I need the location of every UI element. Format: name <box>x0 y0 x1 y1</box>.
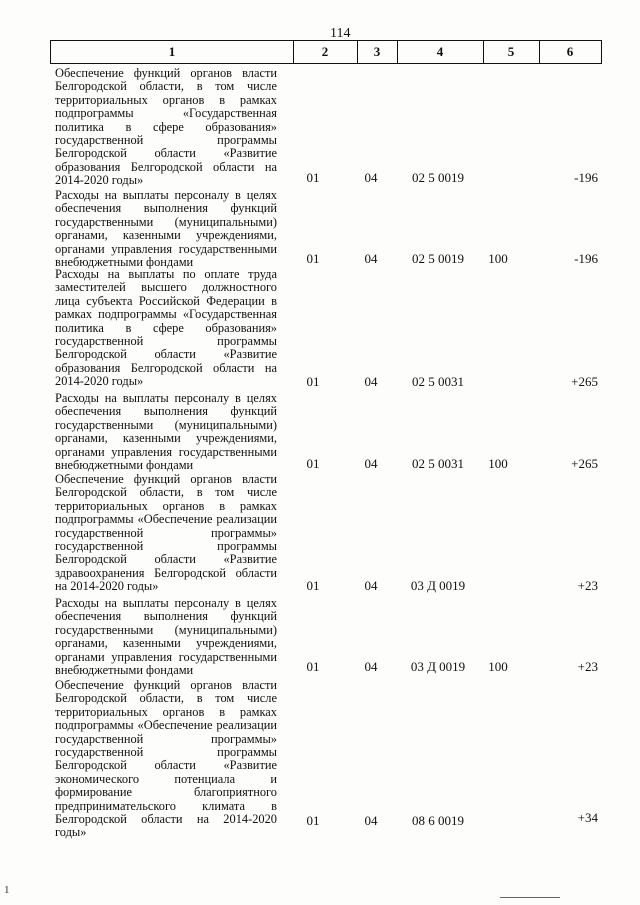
row-subsection: 04 <box>364 251 378 266</box>
row-description: Расходы на выплаты персоналу в целях обеспечения выполнения функций государственными (муниципальными) органами, казенными учреждениями, органами управления государственными внебюджетными фондами <box>55 391 277 473</box>
row-amount: +34 <box>577 810 598 825</box>
table-row <box>0 392 640 474</box>
table-row <box>0 67 640 189</box>
row-subsection: 04 <box>364 170 378 185</box>
row-target-article: 02 5 0019 <box>412 251 464 266</box>
header-col-2: 2 <box>321 44 329 59</box>
table-row <box>0 597 640 679</box>
row-target-article: 02 5 0031 <box>412 374 464 389</box>
row-subsection: 04 <box>364 659 378 674</box>
row-section: 01 <box>306 251 320 266</box>
row-section: 01 <box>306 170 320 185</box>
table-row <box>0 189 640 271</box>
row-target-article: 02 5 0019 <box>412 170 464 185</box>
header-col-6: 6 <box>566 44 574 59</box>
row-target-article: 03 Д 0019 <box>410 659 466 674</box>
header-col-1: 1 <box>168 44 176 59</box>
row-amount: +265 <box>571 374 598 389</box>
row-target-article: 02 5 0031 <box>412 456 464 471</box>
row-description: Обеспечение функций органов власти Белгородской области, в том числе территориальных органов в рамках подпрограммы «Государственная политика в сфере образования» государственной программы Белгородской области «Развитие образования Белгородской области на 2014-2020 годы» <box>55 66 277 188</box>
row-section: 01 <box>306 659 320 674</box>
page-number: 114 <box>330 26 351 41</box>
row-section: 01 <box>306 374 320 389</box>
row-description: Обеспечение функций органов власти Белгородской области, в том числе территориальных органов в рамках подпрограммы «Обеспечение реализации государственной программы» государственной программы Белгородской области «Развитие экономического потенциала и формирование благоприятного предпринимательского климата в Белгородской области на 2014-2020 годы» <box>55 678 277 840</box>
row-subsection: 04 <box>364 578 378 593</box>
row-description: Расходы на выплаты по оплате труда заместителей высшего должностного лица субъекта Российской Федерации в рамках подпрограммы «Государственная политика в сфере образования» государственной программы Белгородской области «Развитие образования Белгородской области на 2014-2020 годы» <box>55 267 277 389</box>
page-edge-mark: 1 <box>4 884 10 896</box>
row-section: 01 <box>306 813 320 828</box>
table-row <box>0 473 640 595</box>
row-amount: -196 <box>574 251 598 266</box>
row-description: Расходы на выплаты персоналу в целях обеспечения выполнения функций государственными (муниципальными) органами, казенными учреждениями, органами управления государственными внебюджетными фондами <box>55 188 277 270</box>
row-amount: -196 <box>574 170 598 185</box>
row-amount: +23 <box>577 578 598 593</box>
header-col-3: 3 <box>373 44 381 59</box>
row-subsection: 04 <box>364 813 378 828</box>
header-col-5: 5 <box>507 44 515 59</box>
table-row <box>0 268 640 390</box>
header-col-4: 4 <box>436 44 444 59</box>
row-target-article: 08 6 0019 <box>412 813 464 828</box>
row-section: 01 <box>306 578 320 593</box>
row-expense-type: 100 <box>488 659 508 674</box>
bottom-rule <box>500 897 560 898</box>
row-subsection: 04 <box>364 374 378 389</box>
row-target-article: 03 Д 0019 <box>410 578 466 593</box>
row-section: 01 <box>306 456 320 471</box>
row-amount: +265 <box>571 456 598 471</box>
row-amount: +23 <box>577 659 598 674</box>
row-description: Расходы на выплаты персоналу в целях обеспечения выполнения функций государственными (муниципальными) органами, казенными учреждениями, органами управления государственными внебюджетными фондами <box>55 596 277 678</box>
row-expense-type: 100 <box>488 456 508 471</box>
row-subsection: 04 <box>364 456 378 471</box>
table-header <box>50 40 602 64</box>
row-description: Обеспечение функций органов власти Белгородской области, в том числе территориальных органов в рамках подпрограммы «Обеспечение реализации государственной программы» государственной программы Белгородской области «Развитие здравоохранения Белгородской области на 2014-2020 годы» <box>55 472 277 594</box>
row-expense-type: 100 <box>488 251 508 266</box>
table-row <box>0 679 640 839</box>
